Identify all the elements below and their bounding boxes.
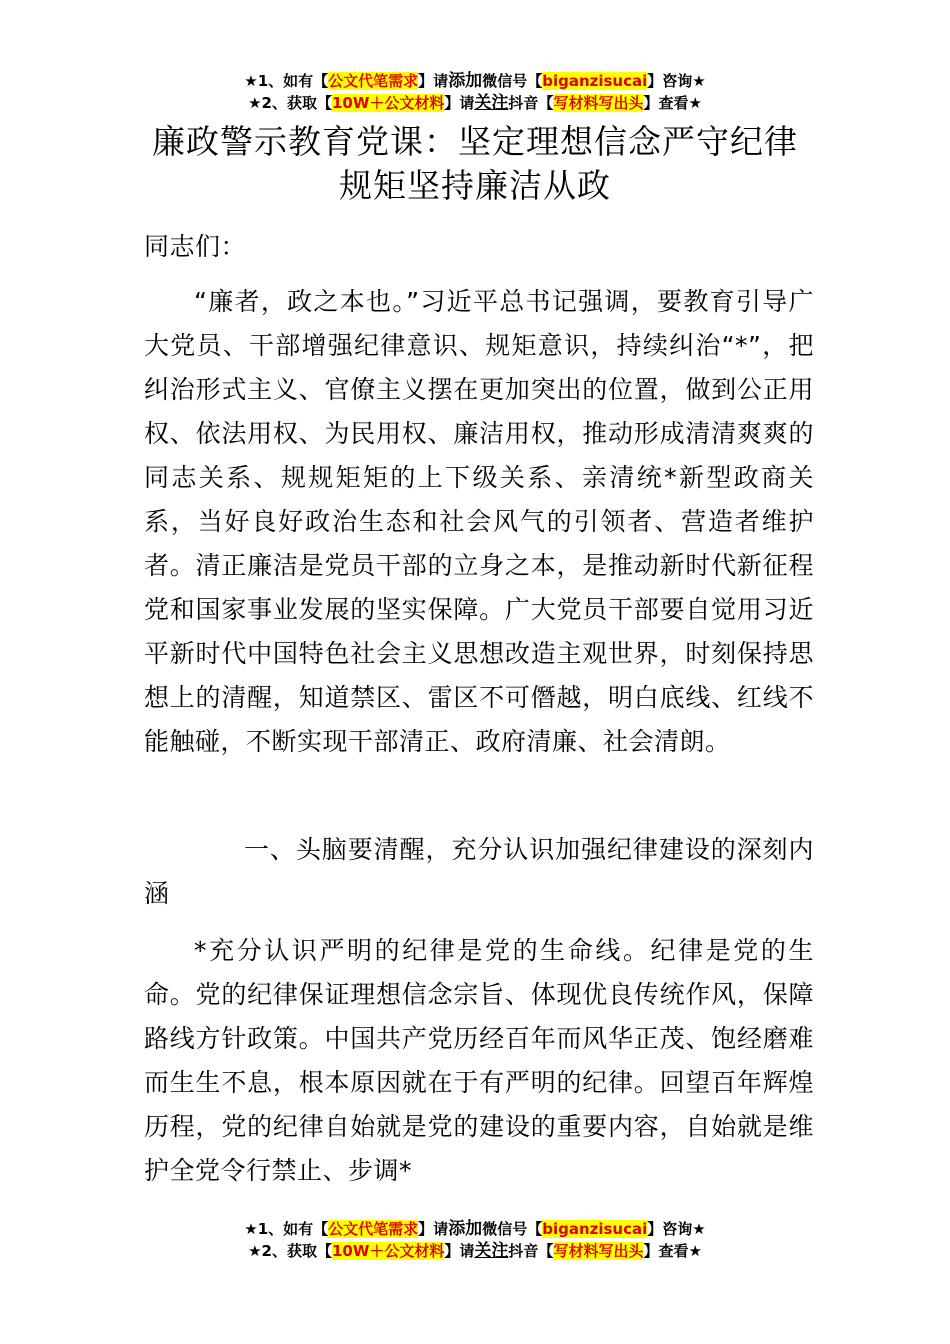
promo-text: 】请: [444, 1242, 475, 1260]
highlight-materials: 10W＋公文材料: [331, 94, 445, 112]
promo-line-1: [0, 1218, 950, 1240]
highlight-wechat-id: biganzisucai: [542, 1220, 648, 1238]
promo-text: ★1、如有【: [244, 1220, 329, 1238]
section-heading-1-text: 一、头脑要清醒，充分认识加强纪律建设的深刻内涵: [144, 835, 814, 908]
promo-line-1: [0, 70, 950, 92]
promo-emphasis: 关注: [474, 93, 509, 113]
promo-line-2: [0, 92, 950, 114]
promo-text: 抖音【: [508, 1242, 554, 1260]
promo-text: 】查看★: [643, 1242, 702, 1260]
promo-text: 】咨询★: [647, 1220, 706, 1238]
paragraph-1: [144, 280, 814, 764]
promo-text: 】请: [418, 72, 449, 90]
greeting-text: 同志们：: [144, 232, 247, 261]
promo-text: 】请: [444, 94, 475, 112]
promo-text: 】查看★: [643, 94, 702, 112]
promo-text: ★2、获取【: [248, 94, 332, 112]
promo-emphasis: 添加: [448, 71, 483, 91]
highlight-wechat-id: biganzisucai: [542, 72, 648, 90]
promo-emphasis: 关注: [474, 1241, 509, 1261]
promo-text: ★2、获取【: [248, 1242, 332, 1260]
paragraph-1-text: “廉者，政之本也。”习近平总书记强调，要教育引导广大党员、干部增强纪律意识、规矩意识，持续纠治“*”，把纠治形式主义、官僚主义摆在更加突出的位置，做到公正用权、依法用权、为民用权、廉洁用权，推动形成清清爽爽的同志关系、规规矩矩的上下级关系、亲清统*新型政商关系，当好良好政治生态和社会风气的引领者、营造者维护者。清正廉洁是党员干部的立身之本，是推动新时代新征程党和国家事业发展的坚实保障。广大党员干部要自觉用习近平新时代中国特色社会主义思想改造主观世界，时刻保持思想上的清醒，知道禁区、雷区不可僭越，明白底线、红线不能触碰，不断实现干部清正、政府清廉、社会清朗。: [144, 287, 814, 756]
promo-line-2: [0, 1240, 950, 1262]
document-title: [0, 120, 950, 208]
highlight-service: 公文代笔需求: [328, 72, 419, 90]
promo-emphasis: 添加: [448, 1219, 483, 1239]
promo-text: 】请: [418, 1220, 449, 1238]
highlight-materials: 10W＋公文材料: [331, 1242, 445, 1260]
title-line-1: 廉政警示教育党课：坚定理想信念严守纪律: [152, 122, 798, 161]
greeting: [144, 225, 814, 269]
highlight-douyin-id: 写材料写出头: [553, 94, 644, 112]
promo-banner-bottom: [0, 1218, 950, 1262]
promo-text: ★1、如有【: [244, 72, 329, 90]
paragraph-2: [144, 929, 814, 1193]
highlight-douyin-id: 写材料写出头: [553, 1242, 644, 1260]
promo-text: 微信号【: [482, 72, 543, 90]
promo-text: 】咨询★: [647, 72, 706, 90]
title-line-2: 规矩坚持廉洁从政: [339, 166, 611, 205]
promo-text: 抖音【: [508, 94, 554, 112]
highlight-service: 公文代笔需求: [328, 1220, 419, 1238]
section-heading-1: [144, 828, 814, 916]
promo-text: 微信号【: [482, 1220, 543, 1238]
promo-banner-top: [0, 70, 950, 114]
paragraph-2-text: *充分认识严明的纪律是党的生命线。纪律是党的生命。党的纪律保证理想信念宗旨、体现优良传统作风，保障路线方针政策。中国共产党历经百年而风华正茂、饱经磨难而生生不息，根本原因就在于有严明的纪律。回望百年辉煌历程，党的纪律自始就是党的建设的重要内容，自始就是维护全党令行禁止、步调*: [144, 936, 814, 1185]
